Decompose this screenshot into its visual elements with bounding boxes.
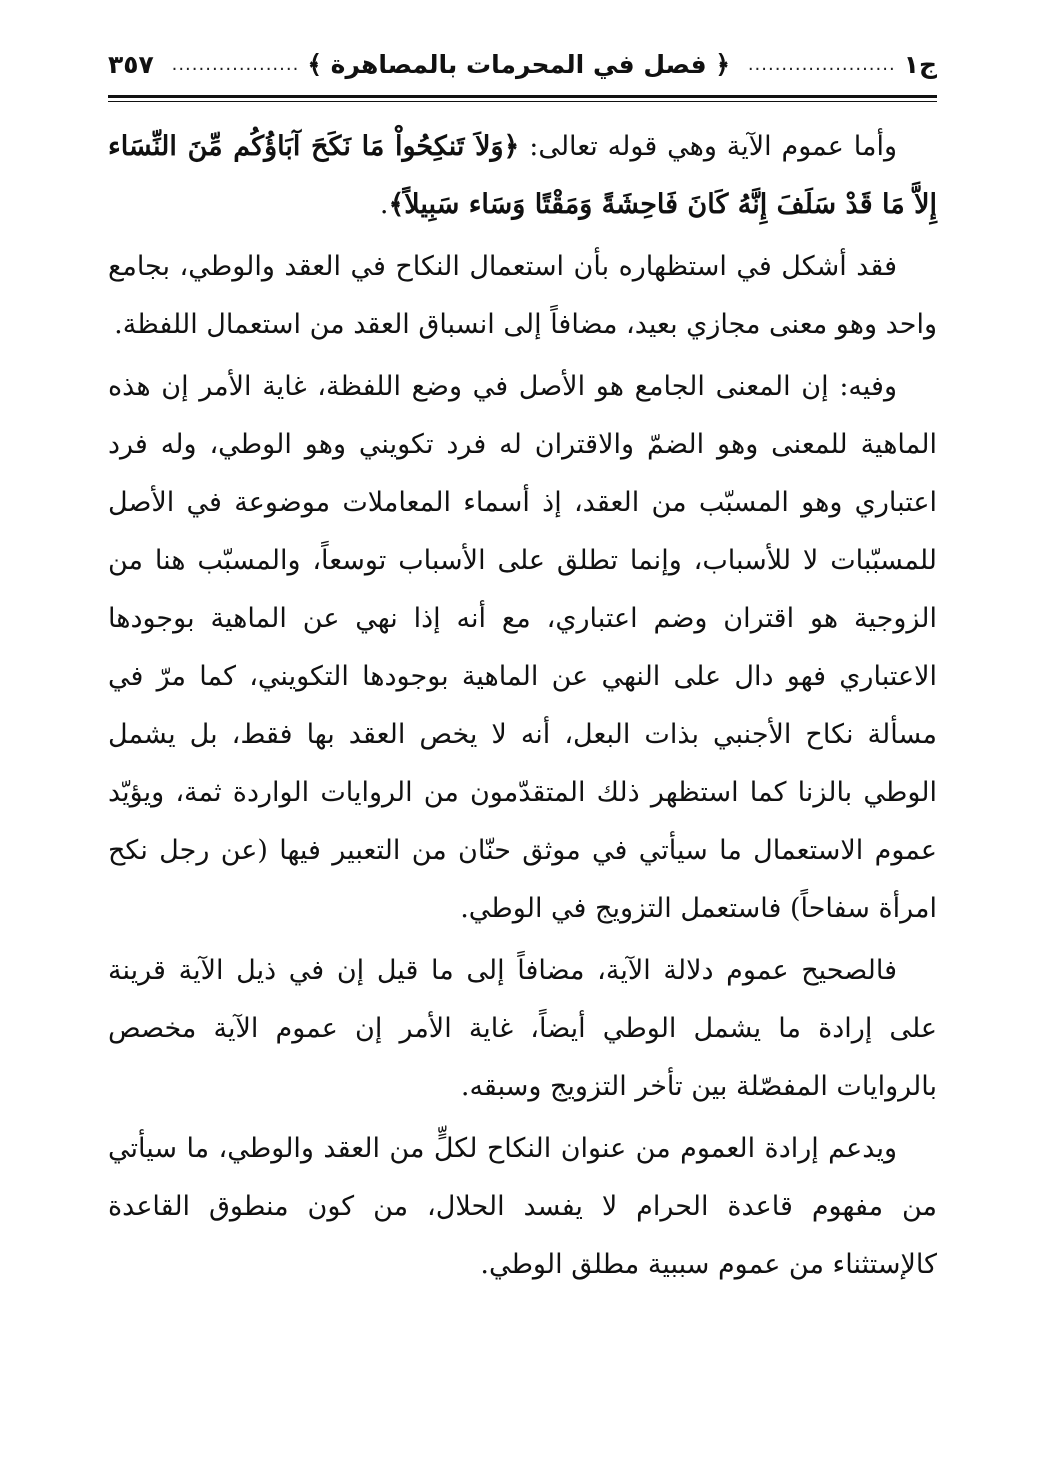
page-number: ٣٥٧ — [108, 49, 154, 79]
volume-label: ج١ — [903, 49, 937, 79]
chapter-title: ﴿ فصل في المحرمات بالمصاهرة ﴾ — [307, 49, 730, 79]
paragraph-2: فقد أشكل في استظهاره بأن استعمال النكاح في العقد والوطي، بجامع واحد وهو معنى مجازي بعيد، مضافاً إلى انسباق العقد من استعمال اللفظة. — [108, 251, 937, 340]
paragraph-end: . — [379, 189, 389, 220]
quran-verse: ﴿وَلاَ تَنكِحُواْ مَا نَكَحَ آبَاؤُكُم مِّنَ النِّسَاء إِلاَّ مَا قَدْ سَلَفَ إِنَّهُ كَانَ فَاحِشَةً وَمَقْتًا وَسَاء سَبِيلاً﴾ — [108, 131, 937, 220]
header-rule-thin — [108, 101, 937, 102]
paragraph-1 — [108, 118, 937, 234]
leader-dots: ................... — [171, 53, 300, 75]
leader-dots: ...................... — [747, 53, 896, 75]
header-rule — [108, 95, 937, 98]
running-header — [108, 38, 937, 90]
paragraph-4: فالصحيح عموم دلالة الآية، مضافاً إلى ما قيل إن في ذيل الآية قرينة على إرادة ما يشمل الوطي أيضاً، غاية الأمر إن عموم الآية مخصص بالروايات المفصّلة بين تأخر التزويج وسبقه. — [108, 955, 937, 1102]
paragraph-3: وفيه: إن المعنى الجامع هو الأصل في وضع اللفظة، غاية الأمر إن هذه الماهية للمعنى وهو الضمّ والاقتران له فرد تكويني وهو الوطي، وله فرد اعتباري وهو المسبّب من العقد، إذ أسماء المعاملات موضوعة في الأصل للمسبّبات لا للأسباب، وإنما تطلق على الأسباب توسعاً، والمسبّب هنا من الزوجية هو اقتران وضم اعتباري، مع أنه إذا نهي عن الماهية بوجودها الاعتباري فهو دال على النهي عن الماهية بوجودها التكويني، كما مرّ في مسألة نكاح الأجنبي بذات البعل، أنه لا يخص العقد بها فقط، بل يشمل الوطي بالزنا كما استظهر ذلك المتقدّمون من الروايات الواردة ثمة، ويؤيّد عموم الاستعمال ما سيأتي في موثق حنّان من التعبير فيها (عن رجل نكح امرأة سفاحاً) فاستعمل التزويج في الوطي. — [108, 371, 937, 924]
body-text — [108, 118, 937, 1294]
paragraph-5: ويدعم إرادة العموم من عنوان النكاح لكلٍّ من العقد والوطي، ما سيأتي من مفهوم قاعدة الحرام لا يفسد الحلال، من كون منطوق القاعدة كالإستثناء من عموم سببية مطلق الوطي. — [108, 1133, 937, 1280]
paragraph-intro: وأما عموم الآية وهي قوله تعالى: — [519, 131, 897, 162]
